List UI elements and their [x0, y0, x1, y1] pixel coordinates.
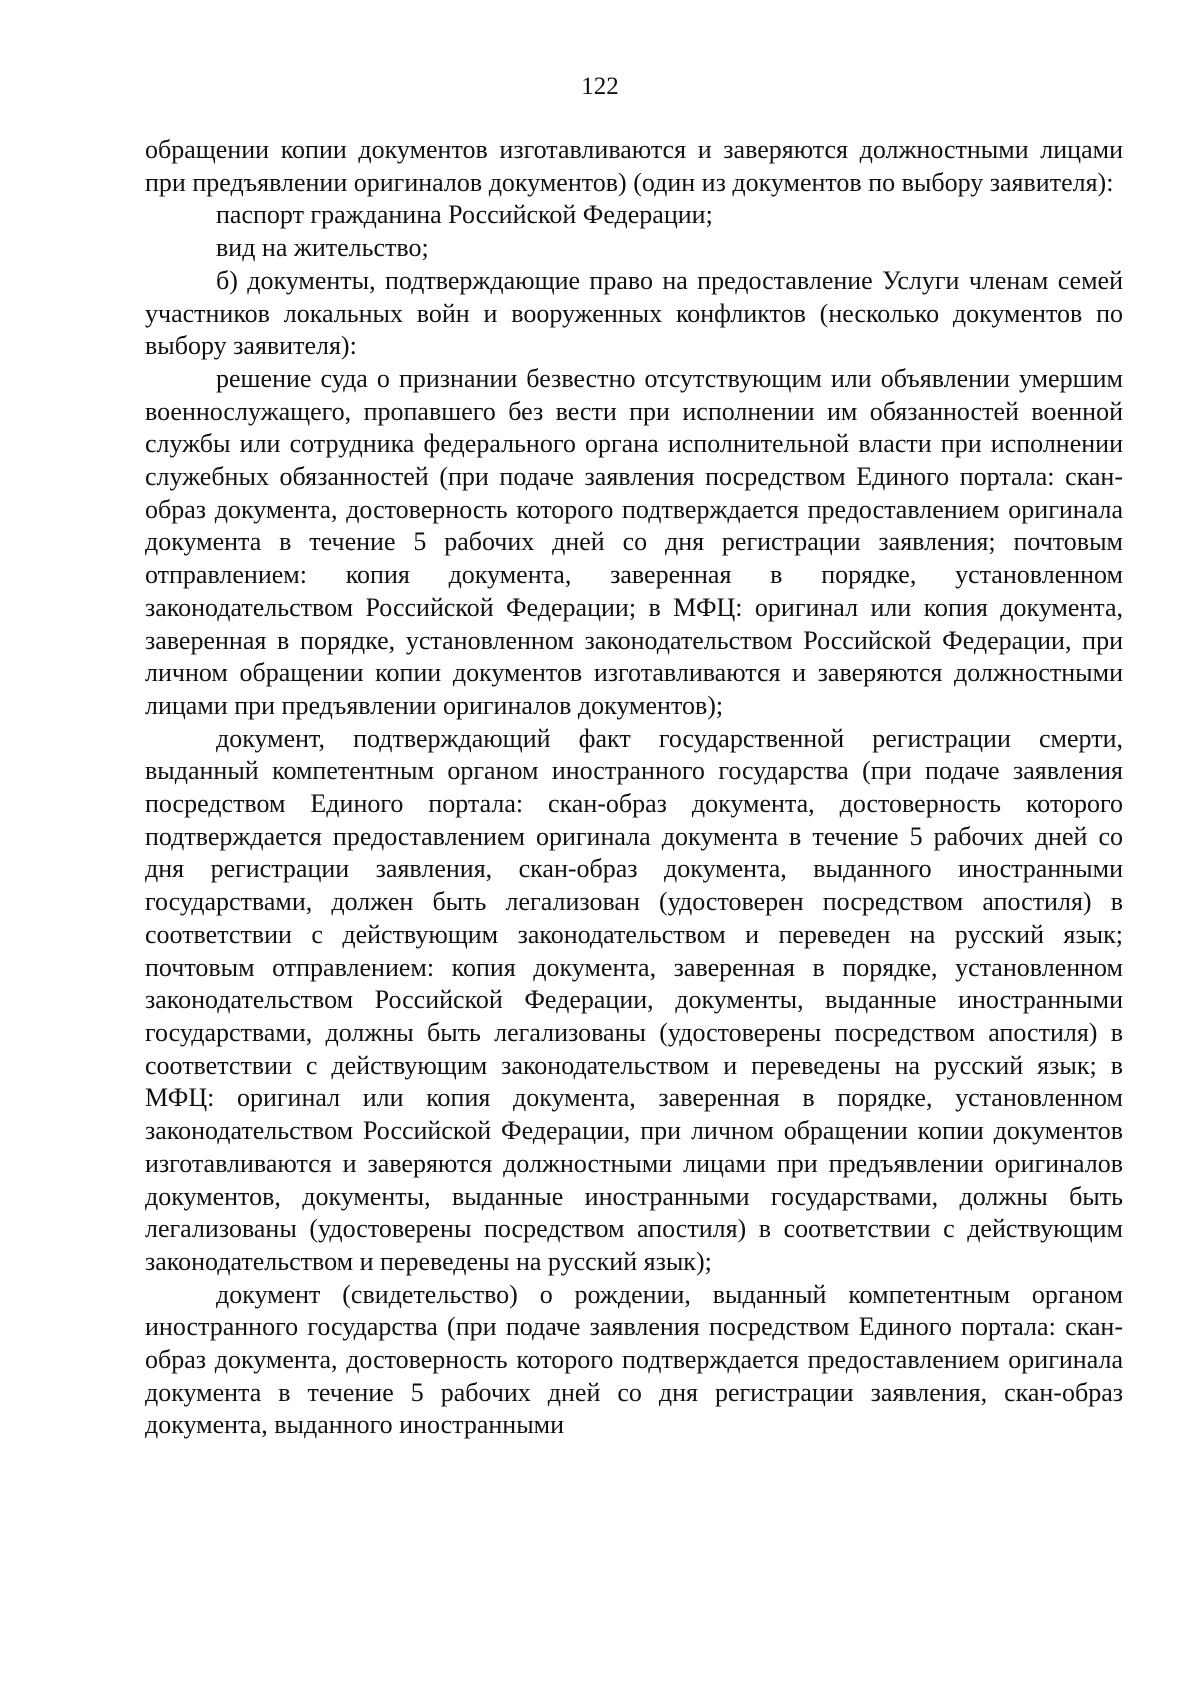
- paragraph-passport: паспорт гражданина Российской Федерации;: [216, 200, 713, 230]
- paragraph-item-b: б) документы, подтверждающие право на предоставление Услуги членам семей участников локальных войн и вооруженных конфликтов (несколько документов по выбору заявителя):: [145, 265, 1123, 361]
- paragraph-birth-certificate: документ (свидетельство) о рождении, выданный компетентным органом иностранного государства (при подаче заявления посредством Единого портала: скан-образ документа, достоверность которого подтверждается предоставлением оригинала документа в течение 5 рабочих дней со дня регистрации заявления, скан-образ документа, выданного иностранными: [145, 1279, 1123, 1440]
- paragraph-death-registration: документ, подтверждающий факт государственной регистрации смерти, выданный компетентным органом иностранного государства (при подаче заявления посредством Единого портала: скан-образ документа, достоверность которого подтверждается предоставлением оригинала документа в течение 5 рабочих дней со дня регистрации заявления, скан-образ документа, выданного иностранными государствами, должен быть легализован (удостоверен посредством апостиля) в соответствии с действующим законодательством и переведен на русский язык; почтовым отправлением: копия документа, заверенная в порядке, установленном законодательством Российской Федерации, документы, выданные иностранными государствами, должны быть легализованы (удостоверены посредством апостиля) в соответствии с действующим законодательством и переведены на русский язык; в МФЦ: оригинал или копия документа, заверенная в порядке, установленном законодательством Российской Федерации, при личном обращении копии документов изготавливаются и заверяются должностными лицами при предъявлении оригиналов документов, документы, выданные иностранными государствами, должны быть легализованы (удостоверены посредством апостиля) в соответствии с действующим законодательством и переведены на русский язык);: [145, 723, 1123, 1276]
- page-number: 122: [581, 73, 619, 100]
- paragraph-court-decision: решение суда о признании безвестно отсутствующим или объявлении умершим военнослужащего, пропавшего без вести при исполнении им обязанностей военной службы или сотрудника федерального органа исполнительной власти при исполнении служебных обязанностей (при подаче заявления посредством Единого портала: скан-образ документа, достоверность которого подтверждается предоставлением оригинала документа в течение 5 рабочих дней со дня регистрации заявления; почтовым отправлением: копия документа, заверенная в порядке, установленном законодательством Российской Федерации; в МФЦ: оригинал или копия документа, заверенная в порядке, установленном законодательством Российской Федерации, при личном обращении копии документов изготавливаются и заверяются должностными лицами при предъявлении оригиналов документов);: [145, 363, 1123, 720]
- paragraph-residence-permit: вид на жительство;: [216, 233, 429, 263]
- paragraph-continuation: обращении копии документов изготавливаются и заверяются должностными лицами при предъявлении оригиналов документов) (один из документов по выбору заявителя):: [145, 135, 1123, 197]
- document-body: [145, 134, 1123, 1442]
